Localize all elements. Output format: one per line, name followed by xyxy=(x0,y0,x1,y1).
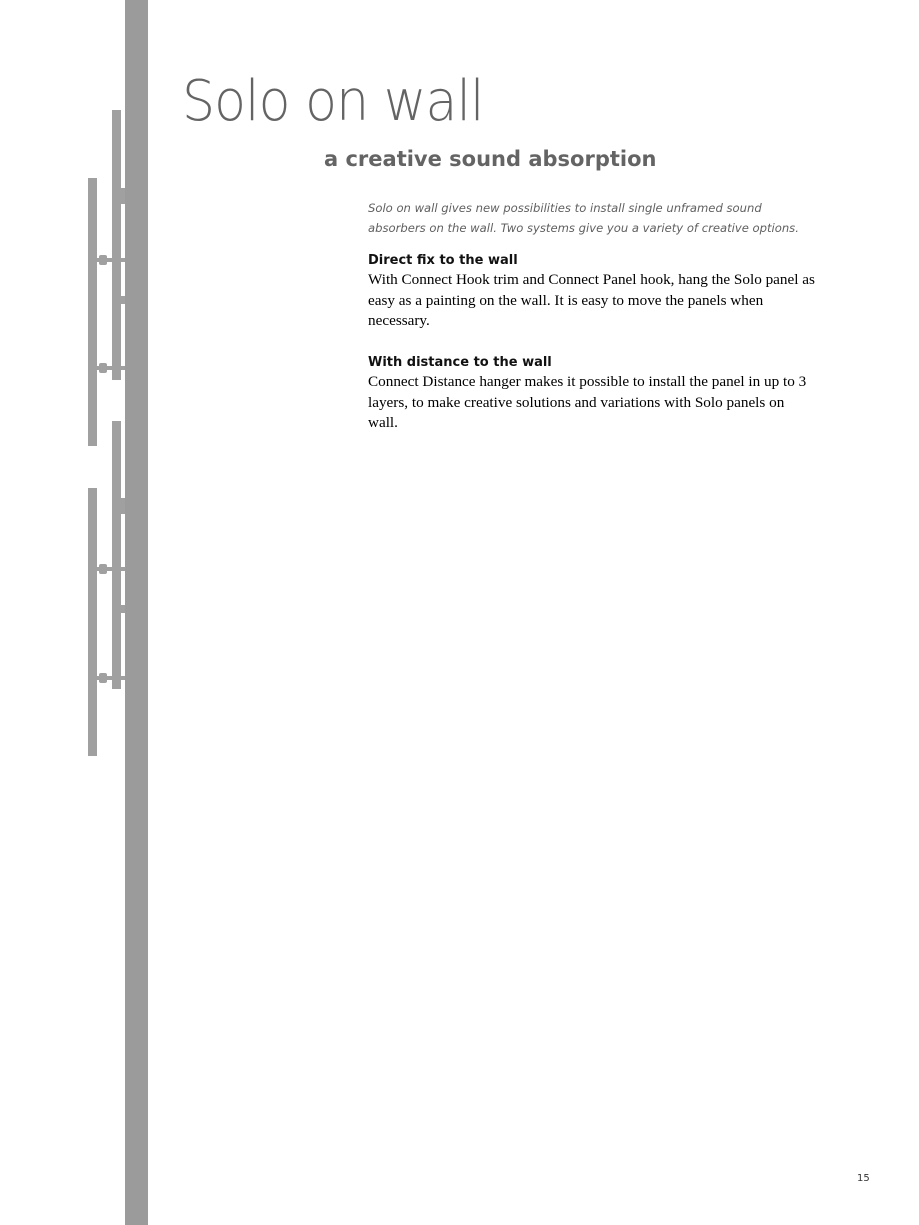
panel-outer-lower xyxy=(88,488,97,756)
panel-inner-lower xyxy=(112,421,121,689)
hook-lower-2 xyxy=(121,605,125,613)
page-number: 15 xyxy=(857,1173,870,1184)
section-heading: Direct fix to the wall xyxy=(368,253,518,268)
intro-text: Solo on wall gives new possibilities to install single unframed sound absorbers on the wall. Two systems give you a variety of creative options. xyxy=(368,201,799,235)
section-heading: With distance to the wall xyxy=(368,355,552,370)
panel-group-lower xyxy=(88,421,125,756)
panel-inner-upper xyxy=(112,110,121,380)
page-subtitle: a creative sound absorption xyxy=(324,147,657,171)
section-direct-fix xyxy=(368,252,818,332)
hook-upper-1 xyxy=(121,188,125,204)
panel-outer-upper xyxy=(88,178,97,446)
bracket-lower-2 xyxy=(99,673,107,683)
section-distance xyxy=(368,354,818,434)
bracket-upper-1 xyxy=(99,255,107,265)
page-title: Solo on wall xyxy=(182,69,484,134)
bracket-lower-1 xyxy=(99,564,107,574)
wall-mounting-illustration xyxy=(0,0,160,1225)
hook-upper-2 xyxy=(121,296,125,304)
section-body: Connect Distance hanger makes it possible to install the panel in up to 3 layers, to make creative solutions and variations with Solo panels on wall. xyxy=(368,373,807,431)
bracket-upper-2 xyxy=(99,363,107,373)
hook-lower-1 xyxy=(121,498,125,514)
panel-group-upper xyxy=(88,110,125,446)
section-body: With Connect Hook trim and Connect Panel hook, hang the Solo panel as easy as a painting on the wall. It is easy to move the panels when necessary. xyxy=(368,271,815,329)
